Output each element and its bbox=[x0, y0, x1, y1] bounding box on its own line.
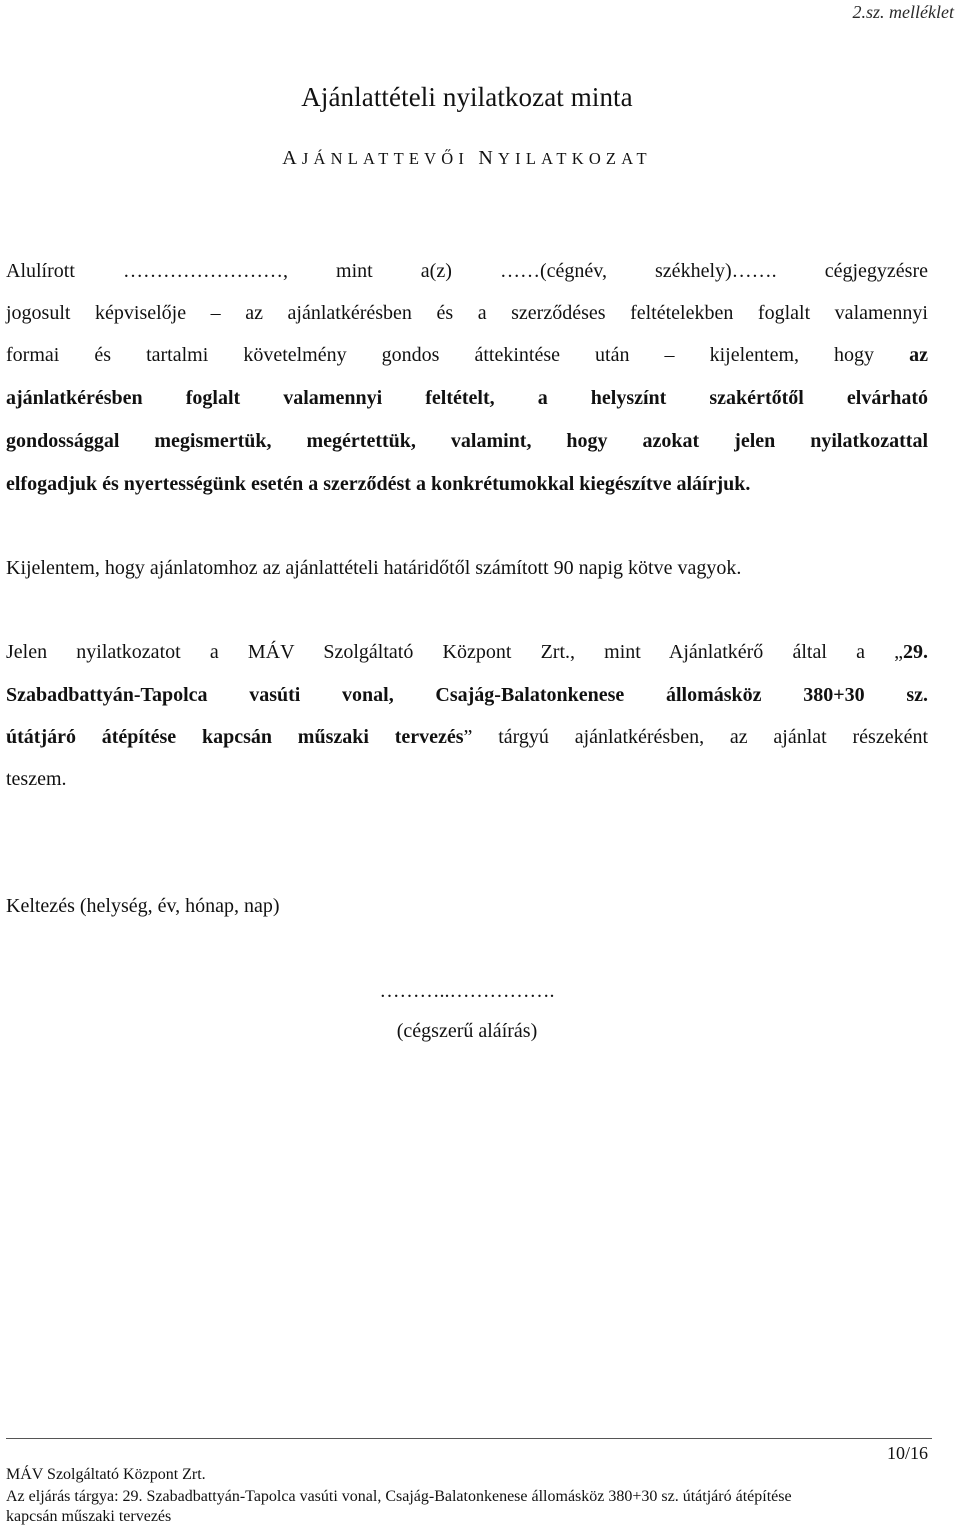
signature-line: ………..……………. bbox=[379, 980, 555, 1002]
footer-subject-line1: Az eljárás tárgya: 29. Szabadbattyán-Tapolca vasúti vonal, Csajág-Balatonkenese állomásköz 380+30 sz. útátjáró átépítése bbox=[6, 1488, 792, 1505]
paragraph1-line1: Alulírott ……………………, mint a(z) ……(cégnév, székhely)……. cégjegyzésre bbox=[6, 260, 928, 282]
document-subtitle bbox=[0, 147, 934, 170]
subtitle-word1: JÁNLATTEVŐI bbox=[301, 149, 470, 168]
paragraph3-line1-text: Jelen nyilatkozatot a MÁV Szolgáltató Központ Zrt., mint Ajánlatkérő által a „ bbox=[6, 641, 903, 663]
annex-label: 2.sz. melléklet bbox=[852, 2, 954, 22]
signature-label: (cégszerű aláírás) bbox=[396, 1020, 538, 1042]
validity-statement: Kijelentem, hogy ajánlatomhoz az ajánlattételi határidőtől számított 90 napig kötve vagyok. bbox=[6, 557, 742, 579]
subtitle-word2: YILATKOZAT bbox=[498, 149, 652, 168]
subtitle-initial-2: N bbox=[478, 147, 499, 169]
paragraph3-line3-bold: útátjáró átépítése kapcsán műszaki tervezés bbox=[6, 726, 464, 748]
paragraph1-line5: gondossággal megismertük, megértettük, valamint, hogy azokat jelen nyilatkozattal bbox=[6, 430, 928, 452]
paragraph3-line3-text: ” tárgyú ajánlatkérésben, az ajánlat részeként bbox=[463, 726, 929, 748]
subtitle-initial: A bbox=[282, 147, 302, 169]
paragraph1-line3-bold: az bbox=[909, 344, 929, 366]
date-label: Keltezés (helység, év, hónap, nap) bbox=[6, 895, 280, 917]
paragraph1-line2: jogosult képviselője – az ajánlatkérésben és a szerződéses feltételekben foglalt valamennyi bbox=[6, 302, 928, 324]
footer-subject-line2: kapcsán műszaki tervezés bbox=[6, 1508, 172, 1525]
paragraph1-line3 bbox=[6, 342, 928, 368]
paragraph1-line4: ajánlatkérésben foglalt valamennyi feltételt, a helyszínt szakértőtől elvárható bbox=[6, 387, 928, 409]
paragraph3-line1 bbox=[6, 639, 928, 665]
paragraph1-line3-text: formai és tartalmi követelmény gondos áttekintése után – kijelentem, hogy bbox=[6, 344, 875, 366]
footer-company: MÁV Szolgáltató Központ Zrt. bbox=[6, 1466, 206, 1483]
paragraph3-line3 bbox=[6, 724, 928, 750]
paragraph3-line2: Szabadbattyán-Tapolca vasúti vonal, Csajág-Balatonkenese állomásköz 380+30 sz. bbox=[6, 684, 928, 706]
paragraph3-line1-bold: 29. bbox=[903, 641, 928, 663]
document-title: Ajánlattételi nyilatkozat minta bbox=[301, 82, 633, 112]
paragraph3-line4: teszem. bbox=[6, 768, 67, 790]
paragraph1-line6: elfogadjuk és nyertességünk esetén a szerződést a konkrétumokkal kiegészítve aláírjuk. bbox=[6, 473, 751, 495]
footer-divider bbox=[6, 1438, 932, 1439]
page-number: 10/16 bbox=[886, 1443, 928, 1463]
